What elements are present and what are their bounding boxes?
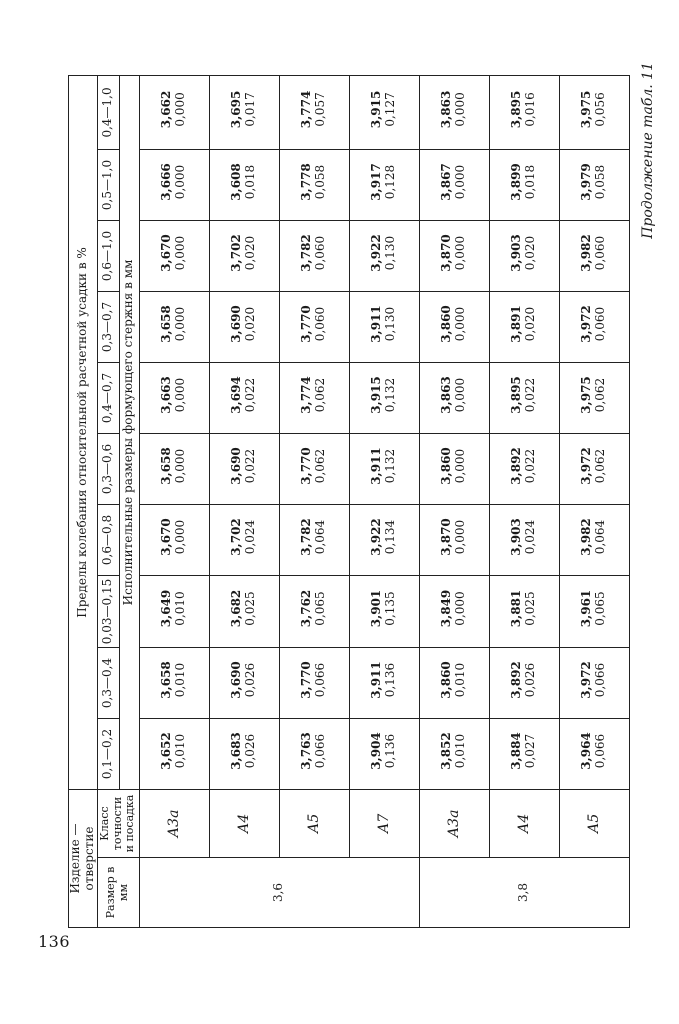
tolerance-value: 0,000 <box>453 306 468 342</box>
nominal-value: 3,892 <box>509 661 524 699</box>
value-cell <box>559 292 629 363</box>
nominal-value: 3,901 <box>369 589 384 628</box>
class-cell: А3а <box>419 790 489 858</box>
table-row <box>559 75 629 927</box>
tolerance-value: 0,022 <box>523 377 538 413</box>
value-cell <box>559 719 629 790</box>
page-number: 136 <box>38 932 71 951</box>
nominal-value: 3,658 <box>159 305 174 343</box>
nominal-value: 3,891 <box>509 305 524 343</box>
value-cell <box>489 221 559 292</box>
product-header: Изделие — отверстие <box>69 790 98 928</box>
value-cell <box>279 648 349 719</box>
nominal-value: 3,682 <box>229 589 244 628</box>
tolerance-value: 0,058 <box>313 164 328 200</box>
value-cell <box>559 221 629 292</box>
value-cell <box>279 719 349 790</box>
value-cell <box>419 648 489 719</box>
nominal-value: 3,979 <box>579 163 594 201</box>
tolerance-value: 0,018 <box>523 164 538 200</box>
range-header: 0,3—0,6 <box>97 434 119 505</box>
tolerance-value: 0,000 <box>173 92 188 127</box>
value-cell <box>279 75 349 149</box>
tolerance-value: 0,065 <box>593 591 608 626</box>
nominal-value: 3,782 <box>299 234 314 272</box>
table-row <box>279 75 349 927</box>
range-header: 0,4—0,7 <box>97 363 119 434</box>
tolerance-value: 0,066 <box>313 662 328 698</box>
value-cell <box>349 505 419 576</box>
tolerance-value: 0,024 <box>523 519 538 555</box>
nominal-value: 3,964 <box>579 732 594 770</box>
nominal-value: 3,863 <box>439 376 454 414</box>
size-header: Размер в мм <box>97 858 139 928</box>
tolerance-value: 0,000 <box>453 448 468 484</box>
value-cell <box>139 576 209 648</box>
nominal-value: 3,911 <box>369 661 384 699</box>
tolerance-value: 0,025 <box>243 591 258 626</box>
tolerance-value: 0,135 <box>383 591 398 626</box>
tolerance-value: 0,066 <box>593 662 608 698</box>
nominal-value: 3,662 <box>159 90 174 129</box>
nominal-value: 3,774 <box>299 376 314 414</box>
tolerance-value: 0,060 <box>593 306 608 342</box>
value-cell <box>419 363 489 434</box>
nominal-value: 3,670 <box>159 234 174 272</box>
nominal-value: 3,870 <box>439 518 454 556</box>
value-cell <box>209 150 279 221</box>
value-cell <box>139 363 209 434</box>
value-cell <box>419 719 489 790</box>
tolerance-value: 0,026 <box>523 662 538 698</box>
tolerance-value: 0,057 <box>313 92 328 127</box>
tolerance-value: 0,000 <box>453 164 468 200</box>
tolerance-value: 0,016 <box>523 92 538 127</box>
value-cell <box>489 75 559 149</box>
value-cell <box>279 363 349 434</box>
tolerance-value: 0,018 <box>243 164 258 200</box>
tolerance-value: 0,027 <box>523 733 538 769</box>
nominal-value: 3,694 <box>229 376 244 414</box>
nominal-value: 3,763 <box>299 732 314 770</box>
table-row <box>209 75 279 927</box>
value-cell <box>559 648 629 719</box>
value-cell <box>139 505 209 576</box>
tolerance-value: 0,010 <box>453 733 468 769</box>
value-cell <box>419 505 489 576</box>
tolerance-value: 0,060 <box>313 306 328 342</box>
table-row <box>489 75 559 927</box>
value-cell <box>349 292 419 363</box>
nominal-value: 3,683 <box>229 732 244 770</box>
class-cell: А7 <box>349 790 419 858</box>
nominal-value: 3,972 <box>579 447 594 485</box>
value-cell <box>489 648 559 719</box>
nominal-value: 3,904 <box>369 732 384 770</box>
tolerance-value: 0,127 <box>383 92 398 127</box>
tolerance-value: 0,062 <box>593 377 608 413</box>
nominal-value: 3,849 <box>439 589 454 628</box>
range-header: 0,6—0,8 <box>97 505 119 576</box>
nominal-value: 3,860 <box>439 661 454 699</box>
tolerance-value: 0,020 <box>523 306 538 342</box>
range-header: 0,3—0,7 <box>97 292 119 363</box>
nominal-value: 3,670 <box>159 518 174 556</box>
value-cell <box>209 363 279 434</box>
range-header: 0,4—1,0 <box>97 75 119 149</box>
table-row <box>349 75 419 927</box>
value-cell <box>559 576 629 648</box>
value-cell <box>279 221 349 292</box>
class-cell: А3а <box>139 790 209 858</box>
tolerance-value: 0,010 <box>453 662 468 698</box>
tolerance-value: 0,020 <box>523 235 538 271</box>
nominal-value: 3,770 <box>299 661 314 699</box>
value-cell <box>279 150 349 221</box>
value-cell <box>139 719 209 790</box>
rotated-table-container <box>68 76 622 928</box>
nominal-value: 3,899 <box>509 163 524 201</box>
nominal-value: 3,911 <box>369 305 384 343</box>
tolerance-value: 0,000 <box>173 519 188 555</box>
value-cell <box>349 434 419 505</box>
tolerance-value: 0,010 <box>173 591 188 626</box>
value-cell <box>349 221 419 292</box>
table-caption: Продолжение табл. 11 <box>640 62 656 239</box>
value-cell <box>419 576 489 648</box>
value-cell <box>209 576 279 648</box>
class-header: Класс точности и посадка <box>97 790 139 858</box>
value-cell <box>139 648 209 719</box>
value-cell <box>489 150 559 221</box>
value-cell <box>559 434 629 505</box>
nominal-value: 3,666 <box>159 163 174 201</box>
value-cell <box>209 292 279 363</box>
dimensions-table <box>68 75 630 928</box>
value-cell <box>279 434 349 505</box>
size-cell: 3,8 <box>419 858 629 928</box>
nominal-value: 3,903 <box>509 234 524 272</box>
nominal-value: 3,774 <box>299 90 314 129</box>
value-cell <box>349 75 419 149</box>
value-cell <box>209 648 279 719</box>
value-cell <box>489 719 559 790</box>
tolerance-value: 0,022 <box>243 377 258 413</box>
tolerance-value: 0,020 <box>243 235 258 271</box>
value-cell <box>489 576 559 648</box>
range-header: 0,03—0,15 <box>97 576 119 648</box>
nominal-value: 3,778 <box>299 163 314 201</box>
tolerance-value: 0,130 <box>383 235 398 271</box>
nominal-value: 3,884 <box>509 732 524 770</box>
nominal-value: 3,762 <box>299 589 314 628</box>
nominal-value: 3,895 <box>509 376 524 414</box>
value-cell <box>559 150 629 221</box>
value-cell <box>349 648 419 719</box>
table-body <box>139 75 629 927</box>
value-cell <box>349 576 419 648</box>
tolerance-value: 0,062 <box>593 448 608 484</box>
tolerance-value: 0,132 <box>383 448 398 484</box>
class-cell: А4 <box>489 790 559 858</box>
tolerance-value: 0,024 <box>243 519 258 555</box>
value-cell <box>279 505 349 576</box>
nominal-value: 3,975 <box>579 376 594 414</box>
nominal-value: 3,915 <box>369 90 384 129</box>
value-cell <box>209 434 279 505</box>
tolerance-value: 0,022 <box>523 448 538 484</box>
tolerance-value: 0,058 <box>593 164 608 200</box>
exec-header: Исполнительные размеры формующего стержня в мм <box>119 75 139 789</box>
value-cell <box>419 75 489 149</box>
nominal-value: 3,922 <box>369 234 384 272</box>
nominal-value: 3,881 <box>509 589 524 628</box>
tolerance-value: 0,010 <box>173 662 188 698</box>
tolerance-value: 0,062 <box>313 448 328 484</box>
nominal-value: 3,695 <box>229 90 244 129</box>
tolerance-value: 0,130 <box>383 306 398 342</box>
tolerance-value: 0,000 <box>173 377 188 413</box>
tolerance-value: 0,026 <box>243 662 258 698</box>
tolerance-value: 0,064 <box>313 519 328 555</box>
range-header: 0,5—1,0 <box>97 150 119 221</box>
nominal-value: 3,860 <box>439 305 454 343</box>
tolerance-value: 0,000 <box>453 591 468 626</box>
value-cell <box>559 505 629 576</box>
tolerance-value: 0,136 <box>383 733 398 769</box>
value-cell <box>209 719 279 790</box>
value-cell <box>489 292 559 363</box>
value-cell <box>209 221 279 292</box>
nominal-value: 3,917 <box>369 163 384 201</box>
nominal-value: 3,863 <box>439 90 454 129</box>
nominal-value: 3,770 <box>299 447 314 485</box>
nominal-value: 3,911 <box>369 447 384 485</box>
nominal-value: 3,982 <box>579 234 594 272</box>
class-cell: А5 <box>559 790 629 858</box>
tolerance-value: 0,010 <box>173 733 188 769</box>
tolerance-value: 0,060 <box>313 235 328 271</box>
value-cell <box>419 292 489 363</box>
tolerance-value: 0,066 <box>313 733 328 769</box>
nominal-value: 3,892 <box>509 447 524 485</box>
tolerance-value: 0,000 <box>453 235 468 271</box>
value-cell <box>559 75 629 149</box>
nominal-value: 3,860 <box>439 447 454 485</box>
nominal-value: 3,658 <box>159 661 174 699</box>
tolerance-value: 0,132 <box>383 377 398 413</box>
nominal-value: 3,961 <box>579 589 594 628</box>
tolerance-value: 0,017 <box>243 92 258 127</box>
tolerance-value: 0,062 <box>313 377 328 413</box>
tolerance-value: 0,134 <box>383 519 398 555</box>
value-cell <box>139 292 209 363</box>
range-header: 0,1—0,2 <box>97 719 119 790</box>
value-cell <box>419 221 489 292</box>
tolerance-value: 0,136 <box>383 662 398 698</box>
tolerance-value: 0,066 <box>593 733 608 769</box>
nominal-value: 3,870 <box>439 234 454 272</box>
nominal-value: 3,982 <box>579 518 594 556</box>
value-cell <box>419 150 489 221</box>
nominal-value: 3,608 <box>229 163 244 201</box>
nominal-value: 3,690 <box>229 661 244 699</box>
nominal-value: 3,702 <box>229 518 244 556</box>
nominal-value: 3,922 <box>369 518 384 556</box>
value-cell <box>279 576 349 648</box>
value-cell <box>489 363 559 434</box>
tolerance-value: 0,000 <box>453 519 468 555</box>
nominal-value: 3,903 <box>509 518 524 556</box>
value-cell <box>209 75 279 149</box>
nominal-value: 3,867 <box>439 163 454 201</box>
value-cell <box>489 434 559 505</box>
value-cell <box>349 150 419 221</box>
class-cell: А4 <box>209 790 279 858</box>
value-cell <box>139 221 209 292</box>
tolerance-value: 0,000 <box>453 377 468 413</box>
tolerance-value: 0,064 <box>593 519 608 555</box>
value-cell <box>279 292 349 363</box>
tolerance-value: 0,025 <box>523 591 538 626</box>
class-cell: А5 <box>279 790 349 858</box>
nominal-value: 3,782 <box>299 518 314 556</box>
tolerance-value: 0,065 <box>313 591 328 626</box>
nominal-value: 3,690 <box>229 305 244 343</box>
nominal-value: 3,852 <box>439 732 454 770</box>
value-cell <box>349 719 419 790</box>
range-header: 0,6—1,0 <box>97 221 119 292</box>
value-cell <box>139 434 209 505</box>
value-cell <box>139 150 209 221</box>
value-cell <box>139 75 209 149</box>
nominal-value: 3,972 <box>579 305 594 343</box>
value-cell <box>349 363 419 434</box>
tolerance-value: 0,022 <box>243 448 258 484</box>
tolerance-value: 0,000 <box>173 164 188 200</box>
tolerance-value: 0,060 <box>593 235 608 271</box>
nominal-value: 3,915 <box>369 376 384 414</box>
nominal-value: 3,702 <box>229 234 244 272</box>
size-cell: 3,6 <box>139 858 419 928</box>
nominal-value: 3,658 <box>159 447 174 485</box>
value-cell <box>559 363 629 434</box>
nominal-value: 3,895 <box>509 90 524 129</box>
nominal-value: 3,649 <box>159 589 174 628</box>
nominal-value: 3,975 <box>579 90 594 129</box>
range-header: 0,3—0,4 <box>97 648 119 719</box>
nominal-value: 3,663 <box>159 376 174 414</box>
tolerance-value: 0,128 <box>383 164 398 200</box>
limits-header: Пределы колебания относительной расчетной усадки в % <box>69 75 98 789</box>
tolerance-value: 0,000 <box>173 306 188 342</box>
table-row <box>139 75 209 927</box>
tolerance-value: 0,056 <box>593 92 608 127</box>
nominal-value: 3,690 <box>229 447 244 485</box>
value-cell <box>419 434 489 505</box>
nominal-value: 3,770 <box>299 305 314 343</box>
tolerance-value: 0,026 <box>243 733 258 769</box>
value-cell <box>209 505 279 576</box>
tolerance-value: 0,000 <box>173 235 188 271</box>
nominal-value: 3,972 <box>579 661 594 699</box>
tolerance-value: 0,000 <box>173 448 188 484</box>
tolerance-value: 0,000 <box>453 92 468 127</box>
value-cell <box>489 505 559 576</box>
tolerance-value: 0,020 <box>243 306 258 342</box>
table-row <box>419 75 489 927</box>
nominal-value: 3,652 <box>159 732 174 770</box>
